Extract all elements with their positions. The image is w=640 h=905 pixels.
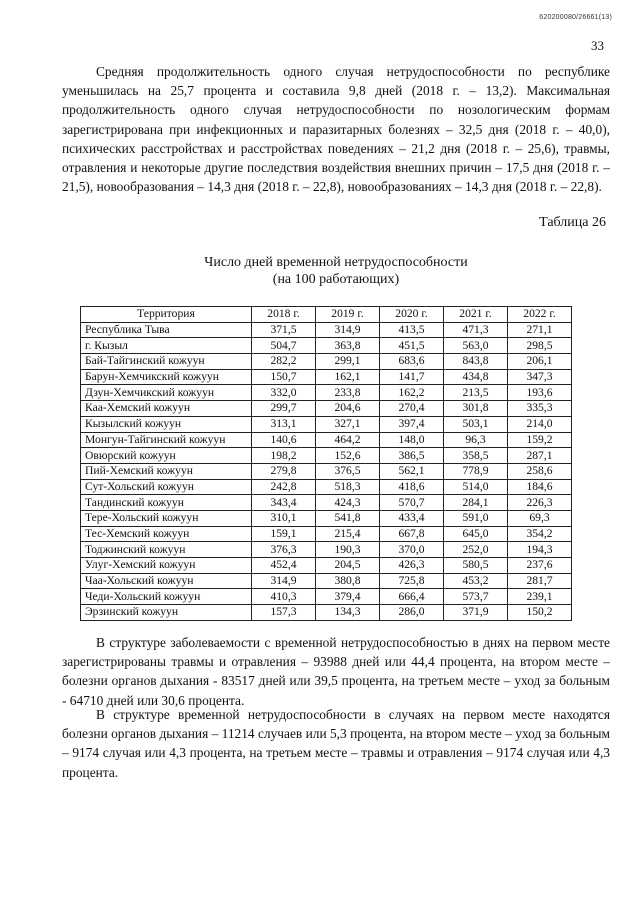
column-header: 2019 г. bbox=[316, 307, 380, 323]
table-row bbox=[81, 385, 572, 401]
value-cell: 258,6 bbox=[508, 463, 572, 479]
value-cell: 327,1 bbox=[316, 416, 380, 432]
value-cell: 206,1 bbox=[508, 354, 572, 370]
column-header: 2020 г. bbox=[380, 307, 444, 323]
paragraph-structure-cases: В структуре временной нетрудоспособности в случаях на первом месте находятся болезни органов дыхания – 11214 случаев или 5,3 процента, на втором месте – уход за больным – 9174 случая или 4,3 процента, на третьем месте – травмы и отравления – 9174 случая или 4,3 процента. bbox=[62, 707, 610, 780]
table-row bbox=[81, 401, 572, 417]
value-cell: 150,7 bbox=[252, 369, 316, 385]
table-title bbox=[62, 254, 610, 288]
value-cell: 843,8 bbox=[444, 354, 508, 370]
value-cell: 286,0 bbox=[380, 605, 444, 621]
value-cell: 213,5 bbox=[444, 385, 508, 401]
column-header: 2021 г. bbox=[444, 307, 508, 323]
value-cell: 239,1 bbox=[508, 589, 572, 605]
value-cell: 514,0 bbox=[444, 479, 508, 495]
table-row bbox=[81, 463, 572, 479]
value-cell: 504,7 bbox=[252, 338, 316, 354]
value-cell: 96,3 bbox=[444, 432, 508, 448]
value-cell: 162,2 bbox=[380, 385, 444, 401]
value-cell: 363,8 bbox=[316, 338, 380, 354]
table-title-line-2: (на 100 работающих) bbox=[272, 272, 400, 287]
table-row bbox=[81, 338, 572, 354]
territory-cell: Эрзинский кожуун bbox=[81, 605, 252, 621]
value-cell: 347,3 bbox=[508, 369, 572, 385]
value-cell: 371,9 bbox=[444, 605, 508, 621]
column-header: Территория bbox=[81, 307, 252, 323]
territory-cell: Тере-Хольский кожуун bbox=[81, 510, 252, 526]
value-cell: 645,0 bbox=[444, 526, 508, 542]
table-row bbox=[81, 479, 572, 495]
value-cell: 298,5 bbox=[508, 338, 572, 354]
value-cell: 162,1 bbox=[316, 369, 380, 385]
table-row bbox=[81, 448, 572, 464]
value-cell: 418,6 bbox=[380, 479, 444, 495]
value-cell: 573,7 bbox=[444, 589, 508, 605]
territory-cell: Кызылский кожуун bbox=[81, 416, 252, 432]
sick-days-table bbox=[80, 306, 572, 621]
value-cell: 666,4 bbox=[380, 589, 444, 605]
value-cell: 379,4 bbox=[316, 589, 380, 605]
value-cell: 570,7 bbox=[380, 495, 444, 511]
value-cell: 281,7 bbox=[508, 573, 572, 589]
value-cell: 426,3 bbox=[380, 558, 444, 574]
table-row bbox=[81, 369, 572, 385]
value-cell: 464,2 bbox=[316, 432, 380, 448]
value-cell: 370,0 bbox=[380, 542, 444, 558]
value-cell: 376,3 bbox=[252, 542, 316, 558]
value-cell: 152,6 bbox=[316, 448, 380, 464]
territory-cell: Республика Тыва bbox=[81, 322, 252, 338]
table-row bbox=[81, 495, 572, 511]
paragraph-duration: Средняя продолжительность одного случая нетрудоспособности по республике уменьшилась на 25,7 процента и составила 9,8 дней (2018 г. – 13,2). Максимальная продолжительность одного случая нетрудоспособности по нозологическим формам зарегистрирована при инфекционных и паразитарных болезнях – 32,5 дня (2018 г. – 40,0), психических расстройствах и расстройствах поведениях – 21,2 дня (2018 г. – 25,6), травмы, отравления и некоторые другие последствия воздействия внешних причин – 17,5 дня (2018 г. – 21,5), новообразования – 14,3 дня (2018 г. – 22,8), новообразованиях – 14,3 дня (2018 г. – 22,8). bbox=[62, 64, 610, 195]
value-cell: 313,1 bbox=[252, 416, 316, 432]
territory-cell: Тандинский кожуун bbox=[81, 495, 252, 511]
value-cell: 778,9 bbox=[444, 463, 508, 479]
value-cell: 148,0 bbox=[380, 432, 444, 448]
value-cell: 434,8 bbox=[444, 369, 508, 385]
value-cell: 184,6 bbox=[508, 479, 572, 495]
table-row bbox=[81, 510, 572, 526]
value-cell: 157,3 bbox=[252, 605, 316, 621]
value-cell: 563,0 bbox=[444, 338, 508, 354]
value-cell: 580,5 bbox=[444, 558, 508, 574]
value-cell: 194,3 bbox=[508, 542, 572, 558]
territory-cell: Овюрский кожуун bbox=[81, 448, 252, 464]
table-row bbox=[81, 416, 572, 432]
territory-cell: Дзун-Хемчикский кожуун bbox=[81, 385, 252, 401]
value-cell: 424,3 bbox=[316, 495, 380, 511]
value-cell: 683,6 bbox=[380, 354, 444, 370]
value-cell: 310,1 bbox=[252, 510, 316, 526]
value-cell: 284,1 bbox=[444, 495, 508, 511]
value-cell: 518,3 bbox=[316, 479, 380, 495]
territory-cell: Барун-Хемчикский кожуун bbox=[81, 369, 252, 385]
value-cell: 271,1 bbox=[508, 322, 572, 338]
value-cell: 140,6 bbox=[252, 432, 316, 448]
value-cell: 453,2 bbox=[444, 573, 508, 589]
table-row bbox=[81, 354, 572, 370]
value-cell: 69,3 bbox=[508, 510, 572, 526]
value-cell: 204,6 bbox=[316, 401, 380, 417]
value-cell: 354,2 bbox=[508, 526, 572, 542]
value-cell: 252,0 bbox=[444, 542, 508, 558]
value-cell: 314,9 bbox=[252, 573, 316, 589]
value-cell: 237,6 bbox=[508, 558, 572, 574]
value-cell: 451,5 bbox=[380, 338, 444, 354]
territory-cell: Чаа-Хольский кожуун bbox=[81, 573, 252, 589]
paragraph-structure-days: В структуре заболеваемости с временной нетрудоспособностью в днях на первом месте зарегистрированы травмы и отравления – 93988 дней или 44,4 процента, на втором месте – болезни органов дыхания - 83517 дней или 39,5 процента, на третьем месте – уход за больным - 64710 дней или 30,6 процента. bbox=[62, 635, 610, 708]
value-cell: 193,6 bbox=[508, 385, 572, 401]
territory-cell: Чеди-Хольский кожуун bbox=[81, 589, 252, 605]
table-header-row bbox=[81, 307, 572, 323]
value-cell: 159,1 bbox=[252, 526, 316, 542]
value-cell: 503,1 bbox=[444, 416, 508, 432]
table-row bbox=[81, 605, 572, 621]
value-cell: 667,8 bbox=[380, 526, 444, 542]
table-body bbox=[81, 322, 572, 620]
value-cell: 541,8 bbox=[316, 510, 380, 526]
value-cell: 215,4 bbox=[316, 526, 380, 542]
territory-cell: Тоджинский кожуун bbox=[81, 542, 252, 558]
value-cell: 198,2 bbox=[252, 448, 316, 464]
table-row bbox=[81, 322, 572, 338]
value-cell: 270,4 bbox=[380, 401, 444, 417]
value-cell: 343,4 bbox=[252, 495, 316, 511]
value-cell: 134,3 bbox=[316, 605, 380, 621]
value-cell: 562,1 bbox=[380, 463, 444, 479]
value-cell: 397,4 bbox=[380, 416, 444, 432]
value-cell: 159,2 bbox=[508, 432, 572, 448]
value-cell: 725,8 bbox=[380, 573, 444, 589]
value-cell: 452,4 bbox=[252, 558, 316, 574]
value-cell: 279,8 bbox=[252, 463, 316, 479]
value-cell: 376,5 bbox=[316, 463, 380, 479]
territory-cell: г. Кызыл bbox=[81, 338, 252, 354]
value-cell: 591,0 bbox=[444, 510, 508, 526]
value-cell: 386,5 bbox=[380, 448, 444, 464]
value-cell: 371,5 bbox=[252, 322, 316, 338]
value-cell: 358,5 bbox=[444, 448, 508, 464]
value-cell: 332,0 bbox=[252, 385, 316, 401]
territory-cell: Улуг-Хемский кожуун bbox=[81, 558, 252, 574]
table-label: Таблица 26 bbox=[539, 215, 606, 230]
value-cell: 299,7 bbox=[252, 401, 316, 417]
territory-cell: Пий-Хемский кожуун bbox=[81, 463, 252, 479]
value-cell: 204,5 bbox=[316, 558, 380, 574]
document-id: 620200080/26661(13) bbox=[539, 14, 612, 21]
table-row bbox=[81, 558, 572, 574]
value-cell: 471,3 bbox=[444, 322, 508, 338]
value-cell: 287,1 bbox=[508, 448, 572, 464]
table-row bbox=[81, 432, 572, 448]
value-cell: 433,4 bbox=[380, 510, 444, 526]
column-header: 2022 г. bbox=[508, 307, 572, 323]
value-cell: 301,8 bbox=[444, 401, 508, 417]
table-title-line-1: Число дней временной нетрудоспособности bbox=[204, 255, 468, 270]
table-row bbox=[81, 542, 572, 558]
table-row bbox=[81, 589, 572, 605]
table-row bbox=[81, 526, 572, 542]
value-cell: 190,3 bbox=[316, 542, 380, 558]
territory-cell: Тес-Хемский кожуун bbox=[81, 526, 252, 542]
value-cell: 335,3 bbox=[508, 401, 572, 417]
column-header: 2018 г. bbox=[252, 307, 316, 323]
territory-cell: Сут-Хольский кожуун bbox=[81, 479, 252, 495]
value-cell: 214,0 bbox=[508, 416, 572, 432]
value-cell: 282,2 bbox=[252, 354, 316, 370]
value-cell: 233,8 bbox=[316, 385, 380, 401]
value-cell: 299,1 bbox=[316, 354, 380, 370]
value-cell: 242,8 bbox=[252, 479, 316, 495]
value-cell: 150,2 bbox=[508, 605, 572, 621]
value-cell: 141,7 bbox=[380, 369, 444, 385]
value-cell: 380,8 bbox=[316, 573, 380, 589]
table-row bbox=[81, 573, 572, 589]
territory-cell: Монгун-Тайгинский кожуун bbox=[81, 432, 252, 448]
territory-cell: Бай-Тайгинский кожуун bbox=[81, 354, 252, 370]
value-cell: 314,9 bbox=[316, 322, 380, 338]
value-cell: 410,3 bbox=[252, 589, 316, 605]
territory-cell: Каа-Хемский кожуун bbox=[81, 401, 252, 417]
value-cell: 226,3 bbox=[508, 495, 572, 511]
page-number: 33 bbox=[591, 38, 604, 53]
value-cell: 413,5 bbox=[380, 322, 444, 338]
